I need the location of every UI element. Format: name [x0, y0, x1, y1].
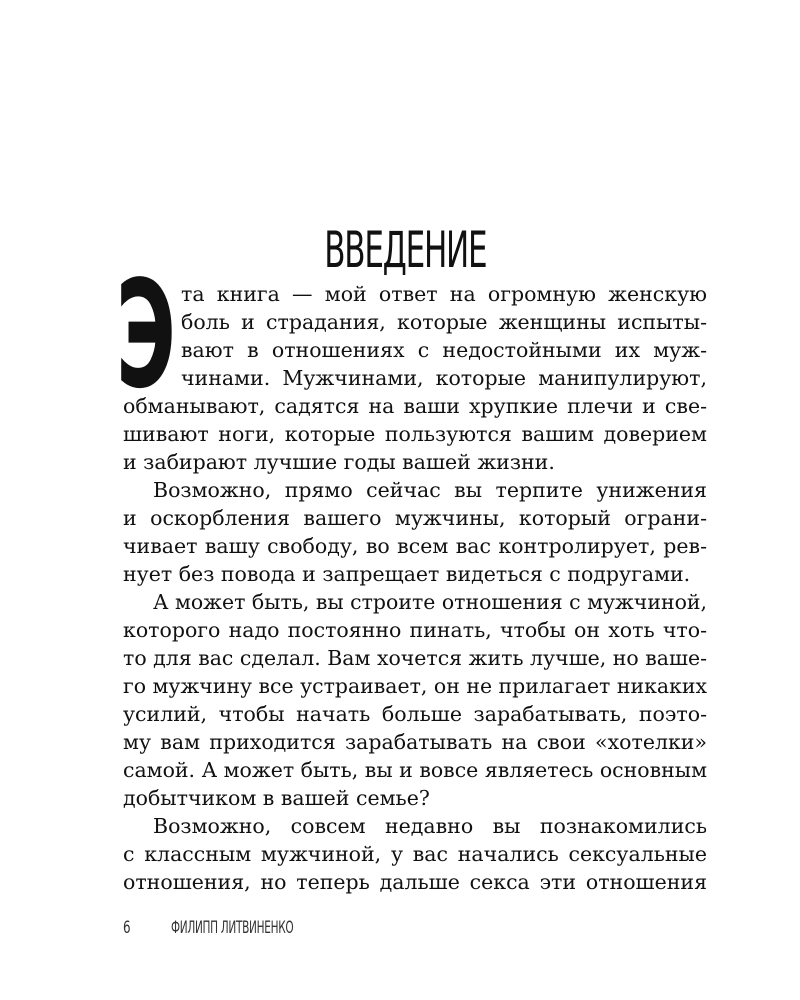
- text-line: чинами. Мужчинами, которые манипулируют,: [181, 366, 707, 390]
- text-line: му вам приходится зарабатывать на свои «хотелки»: [123, 730, 707, 754]
- paragraph-3: [123, 588, 707, 812]
- text-line: го мужчину все устраивает, он не прилагает никаких: [123, 674, 707, 698]
- text-line: которого надо постоянно пинать, чтобы он хоть что-: [123, 618, 707, 642]
- text-line: и оскорбления вашего мужчины, который ограни-: [123, 506, 707, 530]
- paragraph-1: [123, 280, 707, 476]
- chapter-title: ВВЕДЕНИЕ: [324, 221, 487, 279]
- text-line: шивают ноги, которые пользуются вашим доверием: [123, 422, 707, 446]
- text-line: А может быть, вы строите отношения с мужчиной,: [153, 590, 707, 614]
- text-line: обманывают, садятся на ваши хрупкие плечи и све-: [123, 394, 707, 418]
- text-line: добытчиком в вашей семье?: [123, 786, 430, 810]
- body-text: [123, 280, 707, 896]
- text-line: отношения, но теперь дальше секса эти отношения: [123, 870, 707, 894]
- drop-cap: Э: [116, 249, 176, 421]
- running-title: ФИЛИПП ЛИТВИНЕНКО: [171, 918, 294, 938]
- text-line: усилий, чтобы начать больше зарабатывать, поэто-: [123, 702, 707, 726]
- page-number: 6: [123, 918, 131, 938]
- text-line: с классным мужчиной, у вас начались сексуальные: [123, 842, 707, 866]
- text-line: Возможно, прямо сейчас вы терпите унижения: [153, 478, 707, 502]
- page-footer: [123, 918, 294, 938]
- text-line: вают в отношениях с недостойными их муж-: [181, 338, 707, 362]
- text-line: боль и страдания, которые женщины испыты-: [181, 310, 707, 334]
- text-line: чивает вашу свободу, во всем вас контролирует, рев-: [123, 534, 707, 558]
- text-line: и забирают лучшие годы вашей жизни.: [123, 450, 555, 474]
- text-line: то для вас сделал. Вам хочется жить лучше, но ваше-: [123, 646, 707, 670]
- text-line: та книга — мой ответ на огромную женскую: [181, 282, 707, 306]
- text-line: Возможно, совсем недавно вы познакомились: [153, 814, 707, 838]
- paragraph-2: [123, 476, 707, 588]
- paragraph-4: [123, 812, 707, 896]
- text-line: нует без повода и запрещает видеться с подругами.: [123, 562, 691, 586]
- text-line: самой. А может быть, вы и вовсе являетесь основным: [123, 758, 707, 782]
